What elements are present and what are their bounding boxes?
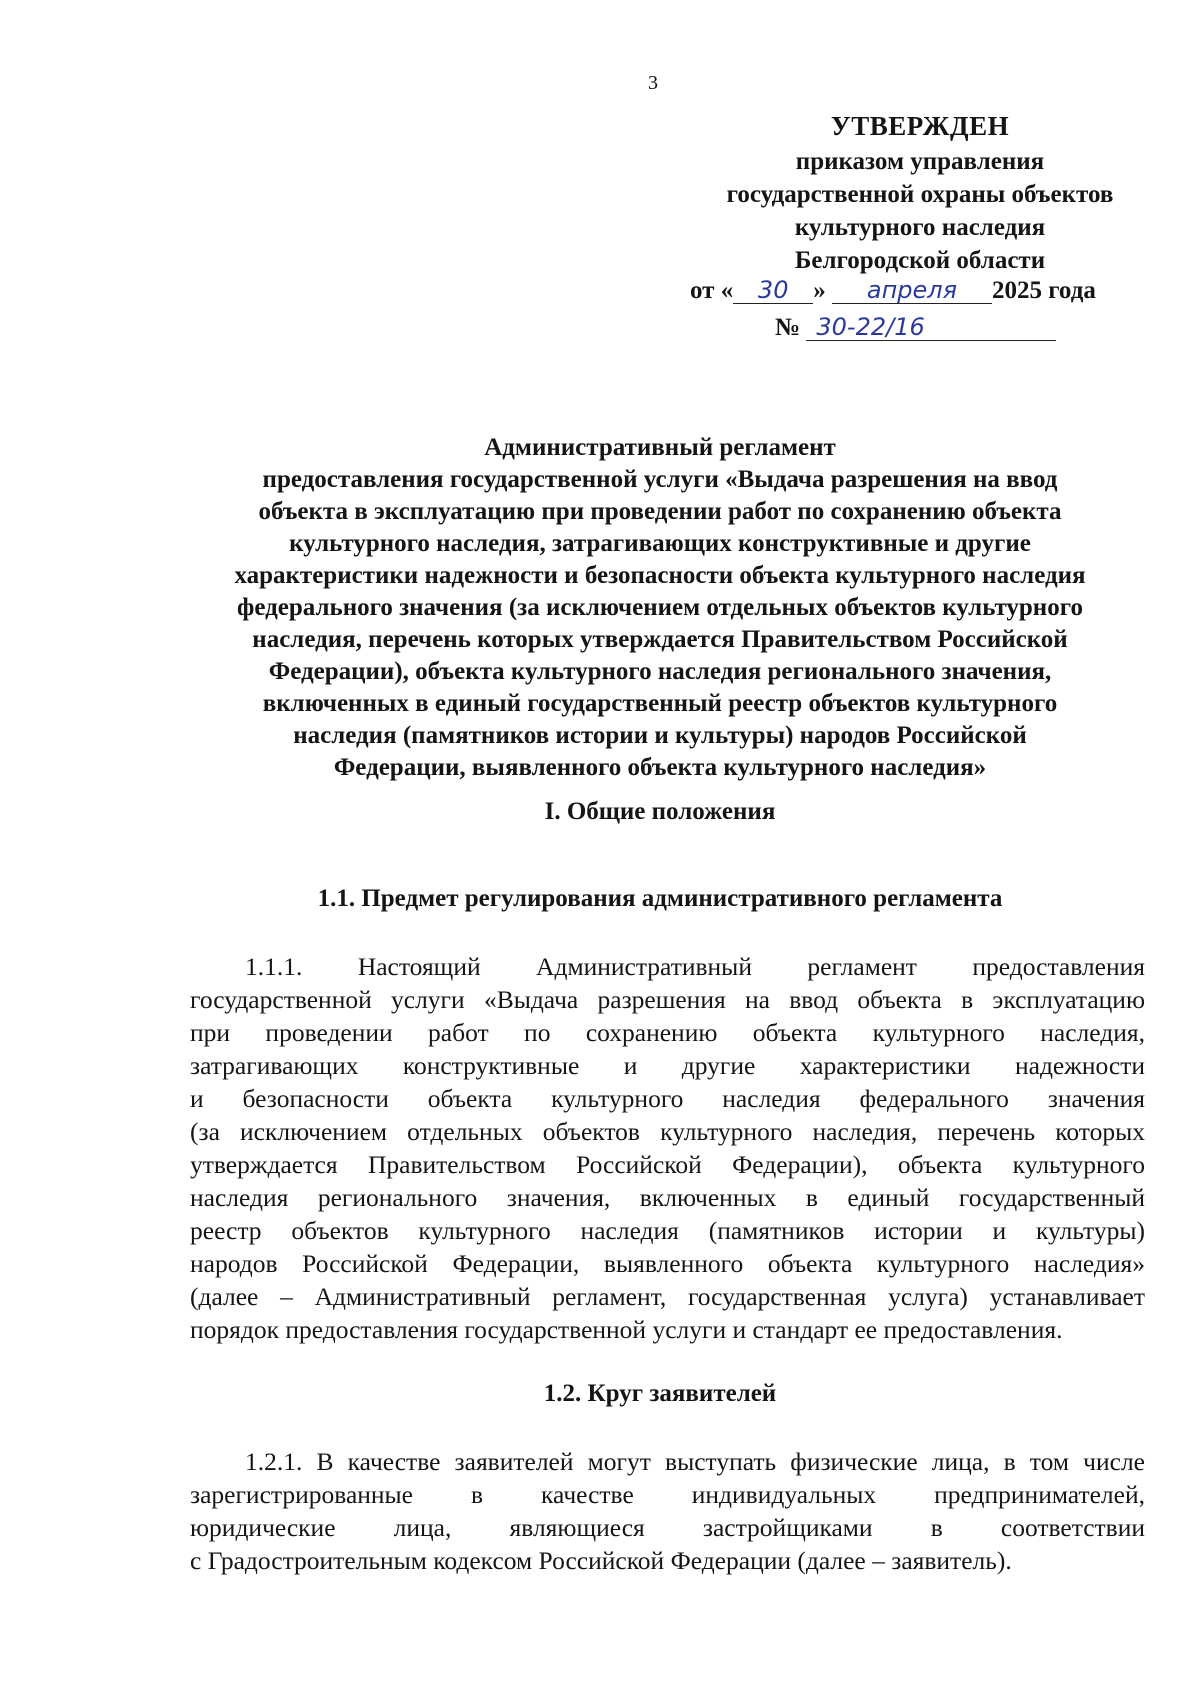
handwritten-day: 30 [733,277,813,304]
date-prefix: от « [690,277,734,304]
title-line: культурного наследия, затрагивающих конструктивные и другие [289,530,1031,557]
title-line: федерального значения (за исключением отдельных объектов культурного [237,594,1083,621]
number-prefix: № [775,314,801,341]
paragraph-line: народов Российской Федерации, выявленного объекта культурного наследия» [190,1249,1145,1278]
title-line: наследия, перечень которых утверждается Правительством Российской [252,626,1068,653]
approval-title: УТВЕРЖДЕН [830,111,1010,141]
paragraph-line: наследия регионального значения, включенных в единый государственный [190,1183,1145,1212]
approval-line: Белгородской области [794,247,1046,274]
section-heading-general: I. Общие положения [544,798,776,825]
section-heading-subject: 1.1. Предмет регулирования административного регламента [317,885,1003,912]
paragraph-line: зарегистрированные в качестве индивидуальных предпринимателей, [190,1480,1145,1509]
handwritten-month: апреля [832,277,992,304]
paragraph-line: реестр объектов культурного наследия (памятников истории и культуры) [190,1216,1145,1245]
title-line: включенных в единый государственный реестр объектов культурного [262,690,1058,717]
paragraph-line: государственной услуги «Выдача разрешения на ввод объекта в эксплуатацию [190,985,1145,1014]
title-line: предоставления государственной услуги «Выдача разрешения на ввод [262,466,1058,493]
paragraph-line: (далее – Административный регламент, государственная услуга) устанавливает [190,1282,1145,1311]
document-title [170,432,1150,784]
approval-line: государственной охраны объектов [726,181,1114,208]
date-mid: » [813,277,826,304]
title-line: объекта в эксплуатацию при проведении работ по сохранению объекта [258,498,1062,525]
paragraph-line: порядок предоставления государственной услуги и стандарт ее предоставления. [190,1315,1063,1344]
paragraph-line: затрагивающих конструктивные и другие характеристики надежности [190,1051,1145,1080]
title-line: характеристики надежности и безопасности объекта культурного наследия [234,562,1086,589]
paragraph-1-2-1 [190,1445,1145,1577]
title-line: Федерации), объекта культурного наследия регионального значения, [268,658,1052,685]
page-number: 3 [648,72,658,94]
paragraph-line: при проведении работ по сохранению объекта культурного наследия, [190,1018,1145,1047]
paragraph-line: и безопасности объекта культурного наследия федерального значения [190,1084,1145,1113]
approval-date [690,277,1096,305]
approval-block [680,110,1160,277]
approval-line: приказом управления [795,148,1045,175]
section-heading-applicants: 1.2. Круг заявителей [543,1380,777,1407]
title-line: Административный регламент [484,434,836,461]
title-line: наследия (памятников истории и культуры) народов Российской [293,722,1027,749]
title-line: Федерации, выявленного объекта культурного наследия» [333,754,987,781]
date-suffix: 2025 года [991,277,1096,304]
paragraph-1-1-1 [190,950,1145,1346]
approval-number [775,314,1056,342]
paragraph-line: юридические лица, являющиеся застройщиками в соответствии [190,1513,1145,1542]
paragraph-line: 1.2.1. В качестве заявителей могут выступать физические лица, в том числе [245,1447,1145,1476]
paragraph-line: (за исключением отдельных объектов культурного наследия, перечень которых [190,1117,1145,1146]
approval-line: культурного наследия [794,214,1046,241]
paragraph-line: утверждается Правительством Российской Федерации), объекта культурного [190,1150,1145,1179]
handwritten-number: 30-22/16 [806,314,1056,341]
paragraph-line: с Градостроительным кодексом Российской Федерации (далее – заявитель). [190,1546,1012,1575]
paragraph-line: 1.1.1. Настоящий Административный регламент предоставления [245,952,1145,981]
